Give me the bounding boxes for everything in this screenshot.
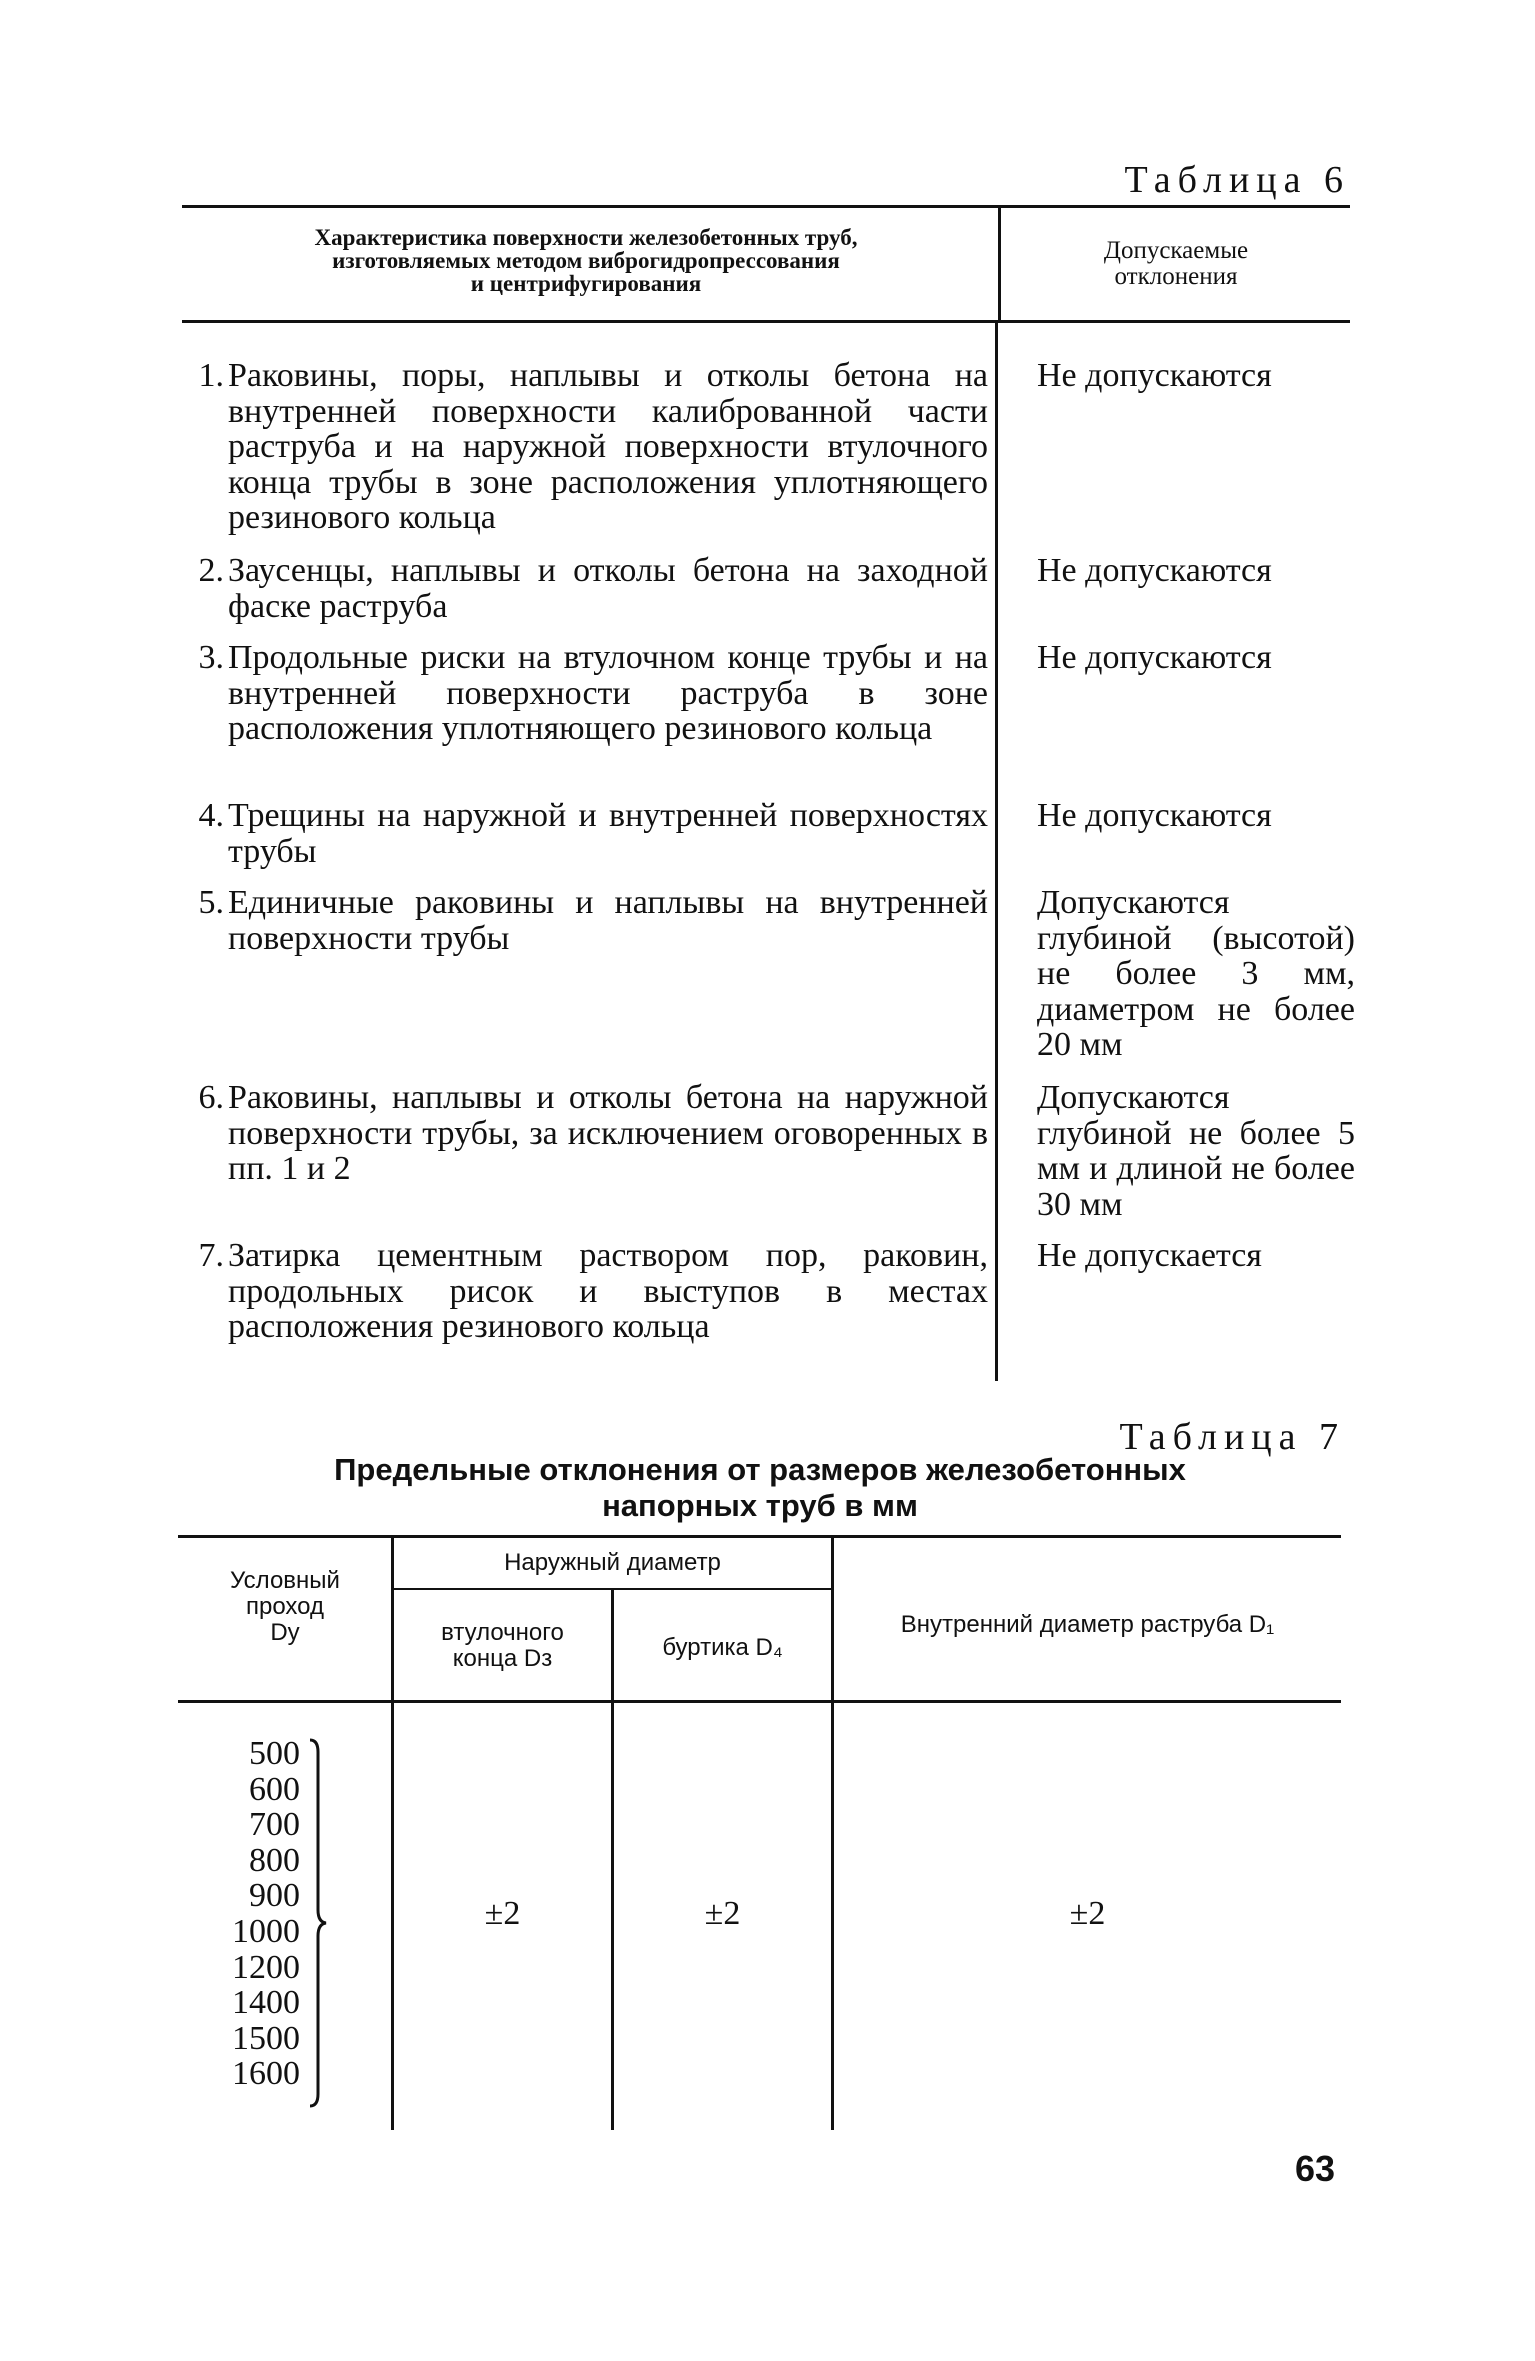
row-deviation: Не допускаются xyxy=(1037,797,1272,834)
sizes-brace xyxy=(308,1738,330,2108)
size-value: 1000 xyxy=(232,1912,300,1950)
header-line: конца Dз xyxy=(452,1645,553,1672)
row-number: 3. xyxy=(198,639,224,676)
table6-header-deviations xyxy=(1002,238,1350,290)
row-characteristic: Трещины на наружной и внутренней поверхностях трубы xyxy=(228,797,988,870)
table7-header-outer-diameter: Наружный диаметр xyxy=(504,1549,721,1576)
size-value: 1200 xyxy=(232,1948,300,1986)
size-value: 800 xyxy=(249,1841,300,1879)
table6-header-characteristic xyxy=(182,226,990,295)
row-number: 1. xyxy=(198,357,224,394)
size-value: 700 xyxy=(249,1806,300,1844)
table7-header-inner-socket: Внутренний диаметр раструба D₁ xyxy=(900,1611,1275,1638)
header-line: изготовляемых методом виброгидропрессования xyxy=(332,248,840,273)
title-line: Предельные отклонения от размеров железобетонных xyxy=(334,1452,1186,1487)
size-value: 900 xyxy=(249,1877,300,1915)
row-number: 2. xyxy=(198,552,224,589)
row-deviation: Не допускается xyxy=(1037,1237,1262,1274)
size-value: 600 xyxy=(249,1770,300,1808)
table7-header-spigot xyxy=(394,1620,611,1672)
row-deviation: Допускаются глубиной (высотой) не более 3 мм, диаметром не более 20 мм xyxy=(1037,884,1355,1063)
size-value: 500 xyxy=(249,1735,300,1772)
row-deviation: Не допускаются xyxy=(1037,357,1272,394)
row-number: 6. xyxy=(198,1079,224,1116)
header-line: втулочного xyxy=(441,1619,564,1646)
table6-body-divider xyxy=(995,323,998,1381)
table6-header-bottom-rule xyxy=(182,320,1350,323)
size-value: 1600 xyxy=(232,2055,300,2093)
header-line: Dу xyxy=(270,1619,300,1646)
table7-top-rule xyxy=(178,1535,1341,1538)
table7-label: Таблица 7 xyxy=(1119,1416,1345,1458)
table7-header-nominal-bore xyxy=(180,1568,390,1646)
table7-header-collar: буртика D₄ xyxy=(662,1634,783,1661)
row-deviation: Не допускаются xyxy=(1037,552,1272,589)
header-line: отклонения xyxy=(1114,263,1238,290)
page-number: 63 xyxy=(1294,2148,1335,2189)
table7-title xyxy=(260,1452,1260,1524)
header-line: проход xyxy=(246,1593,324,1620)
row-characteristic: Затирка цементным раствором пор, раковин, продольных рисок и выступов в местах расположения резинового кольца xyxy=(228,1237,988,1345)
size-value: 1400 xyxy=(232,1984,300,2022)
row-deviation: Не допускаются xyxy=(1037,639,1272,676)
value-spigot: ±2 xyxy=(484,1895,521,1932)
row-characteristic: Продольные риски на втулочном конце трубы и на внутренней поверхности раструба в зоне расположения уплотняющего резинового кольца xyxy=(228,639,988,747)
table6-label: Таблица 6 xyxy=(1124,159,1350,201)
table7-divider-2 xyxy=(611,1590,614,2130)
table7-header-bottom-rule xyxy=(178,1700,1341,1703)
table6-header-divider xyxy=(998,208,1001,320)
row-characteristic: Раковины, наплывы и отколы бетона на наружной поверхности трубы, за исключением оговоренных в пп. 1 и 2 xyxy=(228,1079,988,1187)
row-characteristic: Заусенцы, наплывы и отколы бетона на заходной фаске раструба xyxy=(228,552,988,625)
header-line: Характеристика поверхности железобетонных труб, xyxy=(314,225,858,250)
row-characteristic: Единичные раковины и наплывы на внутренней поверхности трубы xyxy=(228,884,988,957)
table6-top-rule xyxy=(182,205,1350,208)
table7-sizes xyxy=(200,1736,300,2092)
value-collar: ±2 xyxy=(704,1895,741,1932)
header-line: Допускаемые xyxy=(1103,237,1249,264)
size-value: 1500 xyxy=(232,2019,300,2057)
row-number: 4. xyxy=(198,797,224,834)
row-number: 7. xyxy=(198,1237,224,1274)
row-characteristic: Раковины, поры, наплывы и отколы бетона на внутренней поверхности калиброванной части раструба и на наружной поверхности втулочного конца трубы в зоне расположения уплотняющего резинового кольца xyxy=(228,357,988,536)
title-line: напорных труб в мм xyxy=(602,1488,918,1523)
header-line: и центрифугирования xyxy=(470,271,702,296)
value-inner-socket: ±2 xyxy=(1069,1895,1106,1932)
row-deviation: Допускаются глубиной не более 5 мм и длиной не более 30 мм xyxy=(1037,1079,1355,1223)
header-line: Условный xyxy=(230,1567,340,1594)
row-number: 5. xyxy=(198,884,224,921)
